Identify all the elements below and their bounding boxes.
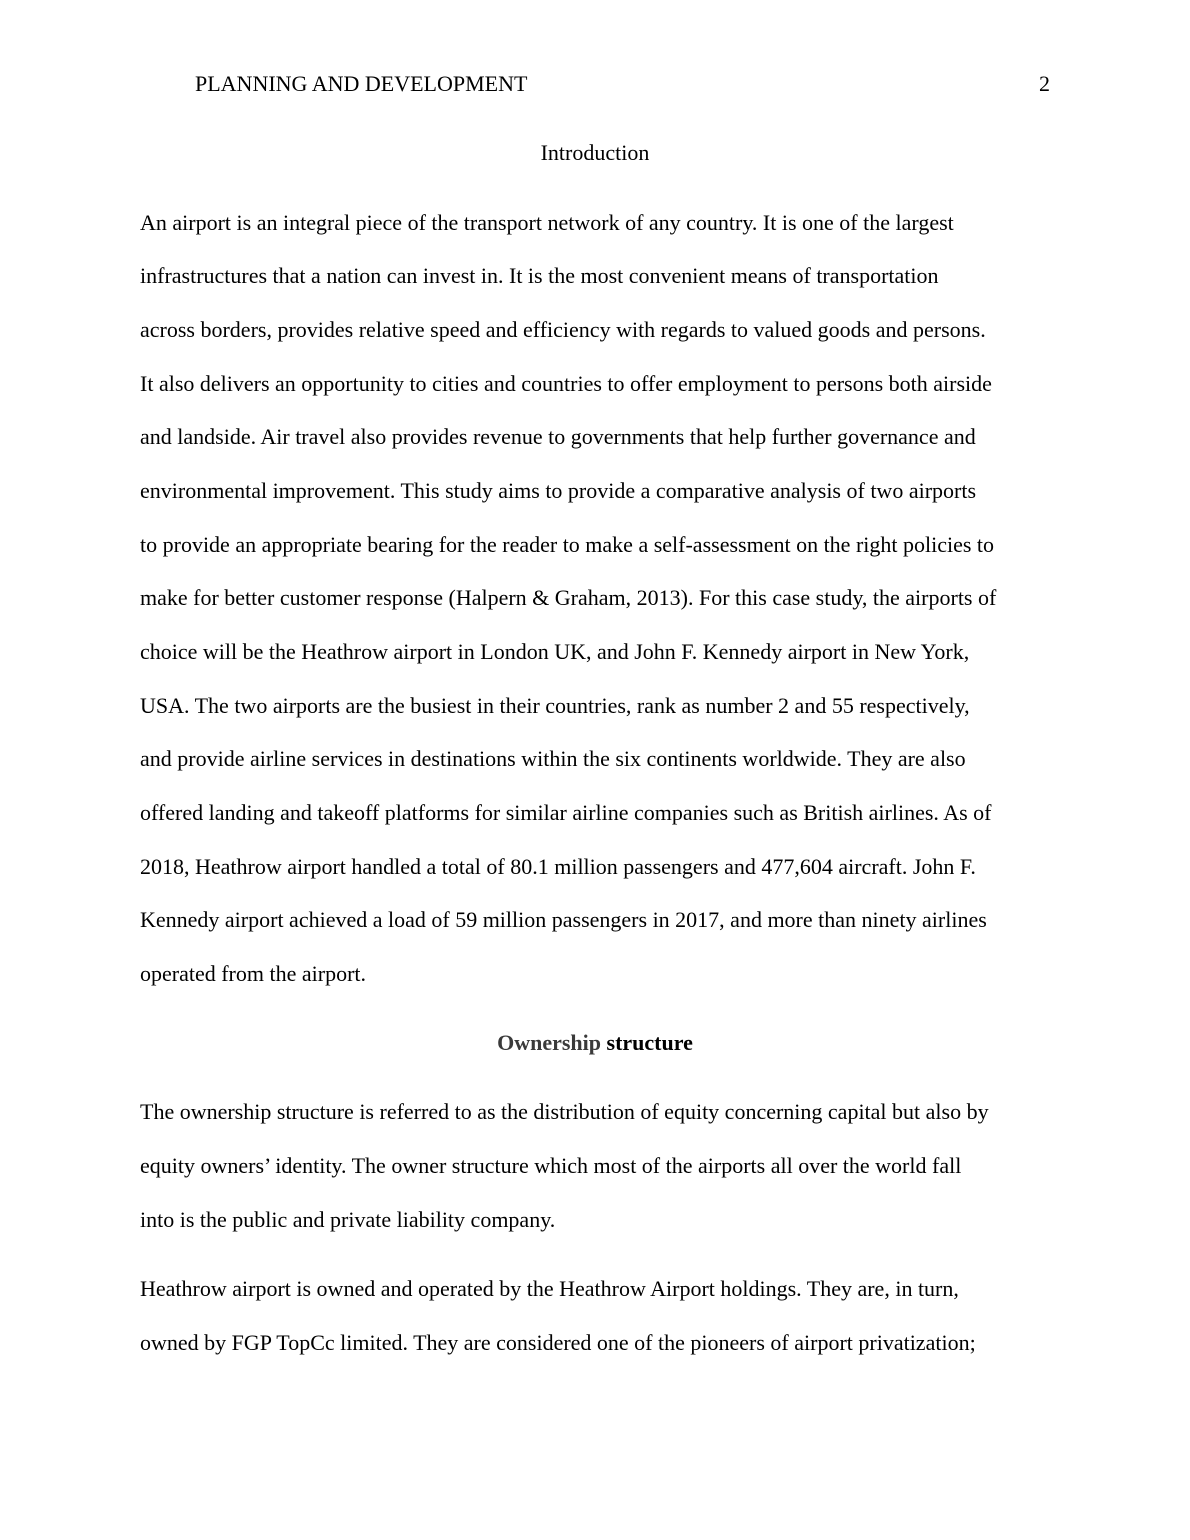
running-head: PLANNING AND DEVELOPMENT [195,71,528,96]
paragraph-line: It also delivers an opportunity to cities and countries to offer employment to persons both airside [140,371,992,396]
paragraph-line: across borders, provides relative speed and efficiency with regards to valued goods and persons. [140,317,986,342]
paragraph-line: to provide an appropriate bearing for the reader to make a self-assessment on the right policies to [140,532,995,557]
paragraph-line: An airport is an integral piece of the transport network of any country. It is one of the largest [140,210,954,235]
paragraph-line: offered landing and takeoff platforms for similar airline companies such as British airlines. As of [140,800,992,825]
paragraph-line: equity owners’ identity. The owner structure which most of the airports all over the world fall [140,1153,962,1178]
paragraph-line: environmental improvement. This study aims to provide a comparative analysis of two airports [140,478,977,503]
paragraph-line: USA. The two airports are the busiest in their countries, rank as number 2 and 55 respectively, [140,693,970,718]
paragraph-line: choice will be the Heathrow airport in London UK, and John F. Kennedy airport in New York, [140,639,970,664]
paragraph-line: owned by FGP TopCc limited. They are considered one of the pioneers of airport privatization; [140,1330,976,1355]
paragraph-line: infrastructures that a nation can invest in. It is the most convenient means of transportation [140,263,939,288]
page-number: 2 [1039,71,1050,96]
ownership-heading-part2: structure [601,1030,693,1055]
ownership-heading [140,1029,1050,1057]
ownership-heading-part1: Ownership [497,1030,602,1055]
paragraph-line: make for better customer response (Halpern & Graham, 2013). For this case study, the airports of [140,585,997,610]
paragraph-line: Heathrow airport is owned and operated by the Heathrow Airport holdings. They are, in turn, [140,1276,959,1301]
paragraph-line: and provide airline services in destinations within the six continents worldwide. They are also [140,746,966,771]
paragraph-line: Kennedy airport achieved a load of 59 million passengers in 2017, and more than ninety airlines [140,907,987,932]
paragraph-line: 2018, Heathrow airport handled a total of 80.1 million passengers and 477,604 aircraft. John F. [140,854,976,879]
paragraph-line: The ownership structure is referred to as the distribution of equity concerning capital but also by [140,1099,989,1124]
paragraph-line: and landside. Air travel also provides revenue to governments that help further governance and [140,424,976,449]
introduction-heading: Introduction [540,140,650,165]
paragraph-line: operated from the airport. [140,961,367,986]
paragraph-line: into is the public and private liability company. [140,1207,556,1232]
